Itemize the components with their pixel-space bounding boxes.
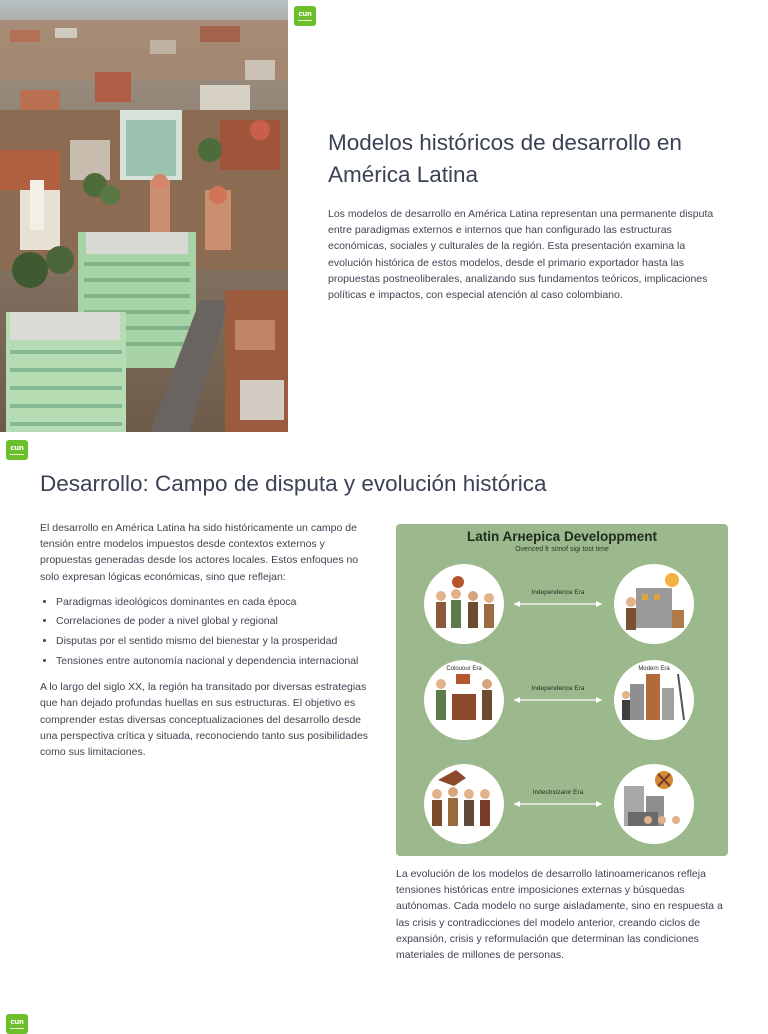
list-item: • Disputas por el sentido mismo del bienestar y la prosperidad <box>56 632 370 652</box>
era-circle-left <box>424 564 504 644</box>
list-item: • Tensiones entre autonomía nacional y dependencia internacional <box>56 652 370 672</box>
cun-logo: cun <box>6 1014 28 1034</box>
infographic-title: Latin Arнерica Developpment <box>467 529 657 544</box>
era-circle-right <box>614 764 694 844</box>
era-label: Modern Era <box>638 666 670 672</box>
list-item: • Paradigmas ideológicos dominantes en cada época <box>56 593 370 613</box>
era-label: Colouour Era <box>446 666 482 672</box>
arrow-label: Indestrxizaior Era <box>532 789 584 796</box>
slide1-title: Modelos históricos de desarrollo en América Latina <box>328 130 682 187</box>
infographic-subtitle: Ovenced fr simof sigi tost time <box>515 546 609 553</box>
city-aerial-illustration <box>0 0 288 432</box>
era-circle-left <box>424 764 504 844</box>
cun-logo: cun <box>294 6 316 26</box>
infographic-caption: La evolución de los modelos de desarrollo latinoamericanos refleja tensiones históricas entre imposiciones externas y búsquedas autónomas. Cada modelo no surge aisladamente, sino en respuesta a las crisis y contradicciones del modelo anterior, creando ciclos de expansión, crisis y reformulación que determinan las condiciones materiales de millones de personas. <box>396 868 723 962</box>
arrow-label: Independence Era <box>531 589 585 596</box>
cun-logo: cun <box>6 440 28 460</box>
slide2-intro: El desarrollo en América Latina ha sido históricamente un campo de tensión entre modelos impuestos desde contextos externos y propuestas generadas desde los actores locales. Estos enfoques no solo expresan lógicas económicas, sino que reflejan: <box>40 522 359 583</box>
slide2-outro: A lo largo del siglo XX, la región ha transitado por diversas estrategias que han dejado profundas huellas en sus estructuras. El objetivo es comprender estas diversas conceptualizaciones del desarrollo desde una perspectiva crítica y situada, reconociendo tanto sus posibilidades como sus limitaciones. <box>40 681 369 758</box>
latin-america-development-infographic <box>396 524 728 856</box>
era-circle-right <box>614 564 694 644</box>
slide1-body: Los modelos de desarrollo en América Latina representan una permanente disputa entre paradigmas externos e internos que han configurado las estructuras económicas, sociales y culturales de la región. Esta presentación examina la evolución histórica de estos modelos, desde el primario exportador hasta las propuestas postneoliberales, analizando sus fundamentos teóricos, implicaciones políticas e impactos, con especial atención al caso colombiano. <box>328 208 714 302</box>
slide2-left-column <box>40 520 370 760</box>
list-item: • Correlaciones de poder a nivel global y regional <box>56 612 370 632</box>
slide2-bullet-list <box>40 593 370 671</box>
arrow-label: Independence Era <box>531 685 585 692</box>
city-aerial-photo <box>0 0 288 432</box>
slide2-title: Desarrollo: Campo de disputa y evolución histórica <box>40 471 547 496</box>
